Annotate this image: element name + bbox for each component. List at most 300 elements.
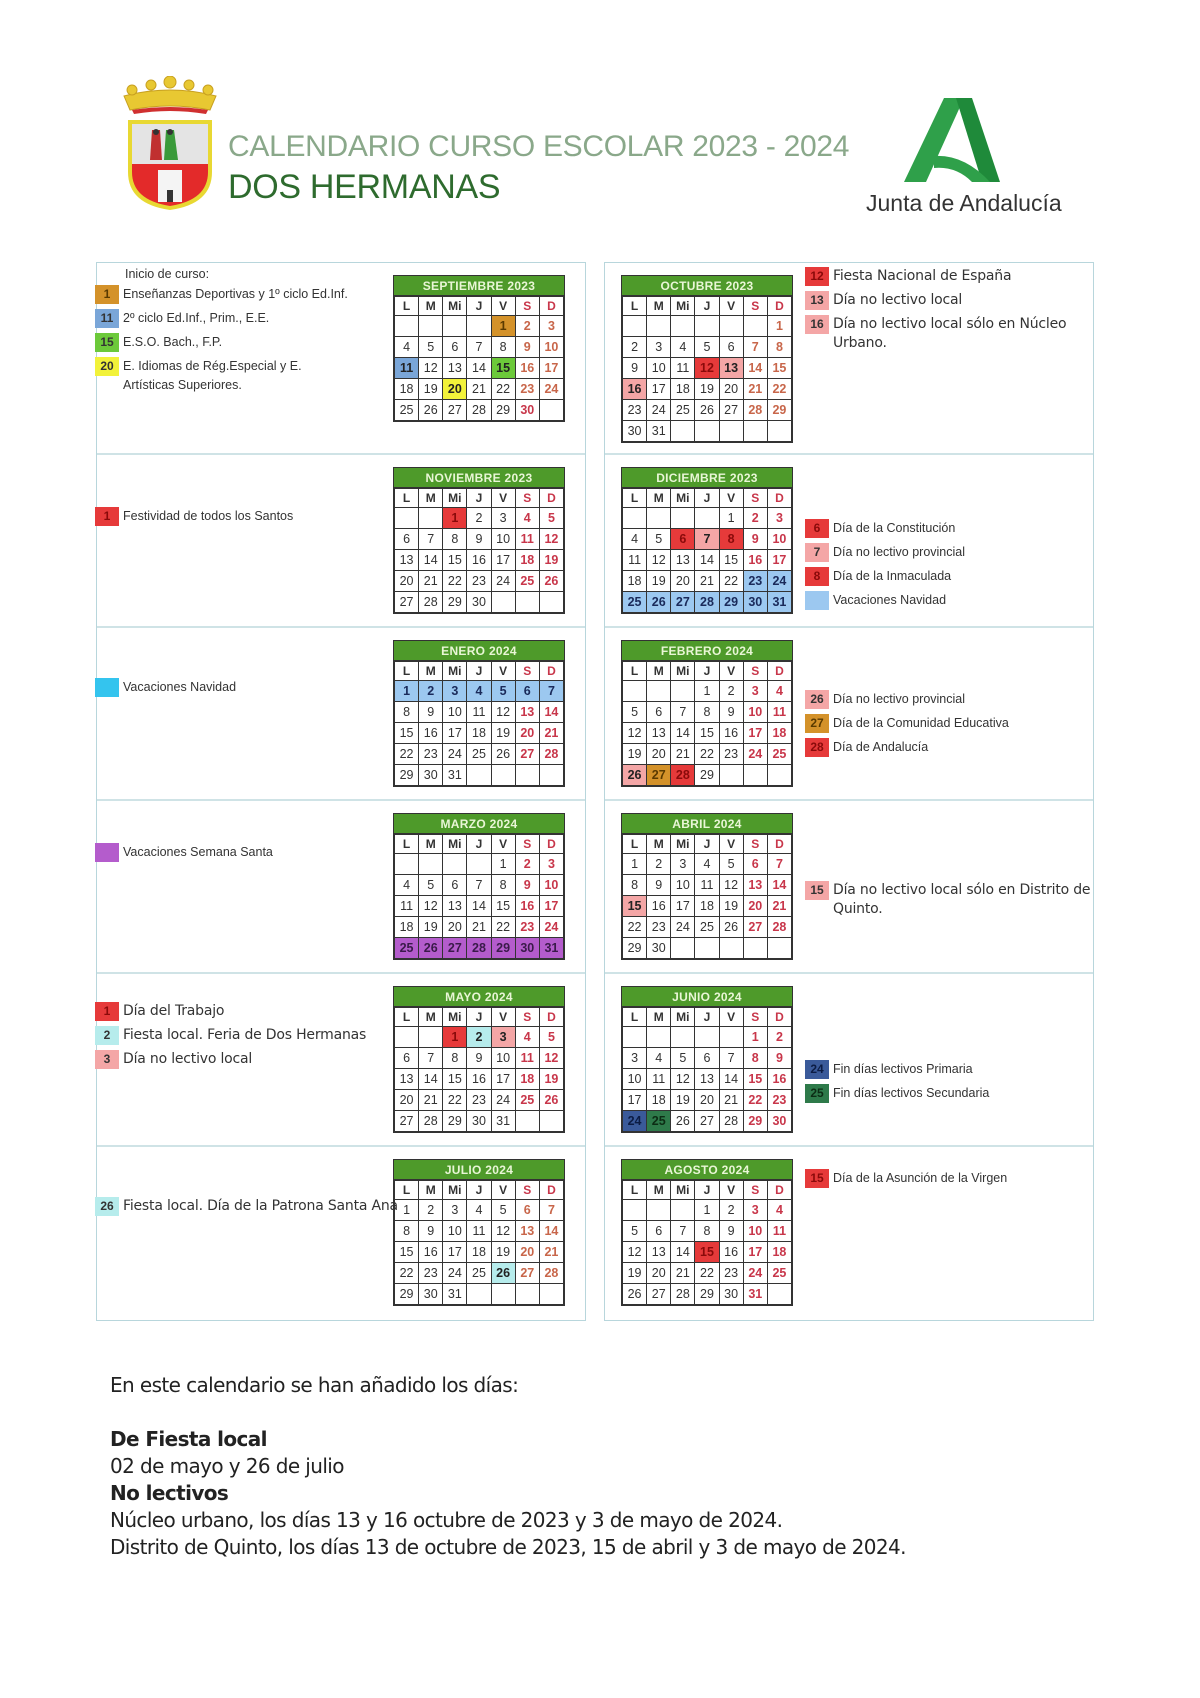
day-cell: 24 <box>647 400 671 421</box>
dos-hermanas-crest-icon <box>118 76 222 212</box>
empty-cell <box>395 316 419 337</box>
day-cell: 14 <box>419 550 443 571</box>
fiesta-local-heading: De Fiesta local <box>110 1427 267 1451</box>
legend-label: Día no lectivo local <box>123 1051 253 1067</box>
weekday-header: S <box>515 297 539 316</box>
day-cell: 9 <box>419 1221 443 1242</box>
legend-item <box>805 1169 1007 1188</box>
day-cell-marked: 15 <box>491 358 515 379</box>
legend-item <box>805 714 1009 733</box>
weekday-header: M <box>647 489 671 508</box>
empty-cell <box>467 316 491 337</box>
day-cell: 18 <box>671 379 695 400</box>
day-cell: 1 <box>491 854 515 875</box>
day-cell: 23 <box>719 1263 743 1284</box>
day-cell: 15 <box>695 723 719 744</box>
day-cell: 13 <box>743 875 767 896</box>
legend-swatch <box>95 843 119 862</box>
empty-cell <box>491 1284 515 1305</box>
weekday-header: J <box>467 662 491 681</box>
day-cell: 5 <box>647 529 671 550</box>
legend-item <box>805 738 1009 757</box>
weekday-header: M <box>419 835 443 854</box>
day-cell: 12 <box>623 1242 647 1263</box>
day-cell: 2 <box>419 1200 443 1221</box>
empty-cell <box>743 316 767 337</box>
weekday-header: L <box>395 662 419 681</box>
day-cell: 20 <box>443 917 467 938</box>
day-cell: 21 <box>467 917 491 938</box>
day-cell: 31 <box>743 1284 767 1305</box>
empty-cell <box>695 508 719 529</box>
day-cell: 4 <box>623 529 647 550</box>
weekday-header: L <box>395 297 419 316</box>
weekday-header: V <box>719 835 743 854</box>
day-cell: 2 <box>515 854 539 875</box>
day-cell: 9 <box>467 529 491 550</box>
weekday-header: M <box>647 1008 671 1027</box>
day-cell: 18 <box>767 1242 791 1263</box>
day-cell: 8 <box>623 875 647 896</box>
day-cell: 28 <box>743 400 767 421</box>
weekday-header: D <box>539 1008 563 1027</box>
legend-item <box>95 1050 366 1069</box>
empty-cell <box>767 765 791 786</box>
day-cell: 5 <box>539 1027 563 1048</box>
weekday-header: V <box>491 662 515 681</box>
day-cell: 20 <box>695 1090 719 1111</box>
legend-label: Fiesta local. Día de la Patrona Santa Ana <box>123 1198 398 1214</box>
weekday-header: D <box>767 1008 791 1027</box>
legend-swatch: 20 <box>95 357 119 376</box>
legend-item <box>95 1197 398 1216</box>
empty-cell <box>647 508 671 529</box>
month-row <box>605 263 1093 455</box>
day-cell: 8 <box>743 1048 767 1069</box>
weekday-header: Mi <box>443 1181 467 1200</box>
day-cell: 8 <box>695 1221 719 1242</box>
legend-label: Fin días lectivos Secundaria <box>833 1086 990 1100</box>
day-cell: 17 <box>743 723 767 744</box>
day-cell: 12 <box>719 875 743 896</box>
weekday-header: J <box>695 489 719 508</box>
day-cell: 15 <box>719 550 743 571</box>
day-cell-marked: 6 <box>515 681 539 702</box>
legend-label: Día de la Constitución <box>833 521 956 535</box>
day-cell: 2 <box>767 1027 791 1048</box>
day-cell: 7 <box>467 337 491 358</box>
day-cell: 2 <box>515 316 539 337</box>
day-cell: 13 <box>443 896 467 917</box>
day-cell: 4 <box>467 1200 491 1221</box>
weekday-header: D <box>767 835 791 854</box>
day-cell: 23 <box>419 744 443 765</box>
empty-cell <box>671 316 695 337</box>
day-cell: 17 <box>491 550 515 571</box>
legend-swatch: 13 <box>805 291 829 310</box>
day-cell: 24 <box>743 1263 767 1284</box>
legend-swatch: 15 <box>95 333 119 352</box>
right-column <box>604 262 1094 1321</box>
day-cell-marked: 31 <box>539 938 563 959</box>
weekday-header: M <box>419 489 443 508</box>
day-cell: 2 <box>719 1200 743 1221</box>
month-calendar <box>393 275 565 422</box>
weekday-header: V <box>719 662 743 681</box>
day-cell: 19 <box>695 379 719 400</box>
day-cell: 17 <box>647 379 671 400</box>
day-cell: 25 <box>515 1090 539 1111</box>
day-cell: 19 <box>491 723 515 744</box>
day-cell: 31 <box>647 421 671 442</box>
day-cell: 19 <box>539 1069 563 1090</box>
day-cell: 3 <box>743 681 767 702</box>
weekday-header: V <box>491 489 515 508</box>
day-cell: 22 <box>443 1090 467 1111</box>
day-cell: 10 <box>743 702 767 723</box>
legend-item <box>95 1002 366 1021</box>
day-cell: 14 <box>695 550 719 571</box>
day-cell: 14 <box>467 358 491 379</box>
weekday-header: Mi <box>671 662 695 681</box>
day-cell: 23 <box>419 1263 443 1284</box>
day-cell: 27 <box>719 400 743 421</box>
day-cell: 14 <box>719 1069 743 1090</box>
legend-label: Día no lectivo provincial <box>833 692 966 706</box>
day-cell: 14 <box>467 896 491 917</box>
day-cell: 5 <box>419 337 443 358</box>
day-cell: 16 <box>719 1242 743 1263</box>
day-cell: 15 <box>743 1069 767 1090</box>
day-cell: 29 <box>695 1284 719 1305</box>
day-cell: 24 <box>539 379 563 400</box>
day-cell: 23 <box>515 917 539 938</box>
day-cell: 8 <box>443 1048 467 1069</box>
day-cell: 3 <box>539 316 563 337</box>
weekday-header: S <box>743 297 767 316</box>
month-legend <box>805 267 1093 358</box>
day-cell-marked: 27 <box>671 592 695 613</box>
empty-cell <box>395 508 419 529</box>
empty-cell <box>539 1111 563 1132</box>
legend-label: Día de la Comunidad Educativa <box>833 716 1009 730</box>
page-subtitle: DOS HERMANAS <box>228 168 501 206</box>
weekday-header: M <box>647 1181 671 1200</box>
day-cell: 9 <box>767 1048 791 1069</box>
month-row <box>605 628 1093 801</box>
day-cell: 14 <box>743 358 767 379</box>
day-cell: 24 <box>743 744 767 765</box>
day-cell: 11 <box>647 1069 671 1090</box>
legend-swatch <box>805 591 829 610</box>
legend-item <box>95 843 273 862</box>
day-cell: 10 <box>623 1069 647 1090</box>
day-cell: 17 <box>671 896 695 917</box>
empty-cell <box>743 938 767 959</box>
weekday-header: J <box>695 662 719 681</box>
day-cell: 26 <box>539 571 563 592</box>
day-cell-marked: 3 <box>491 1027 515 1048</box>
day-cell: 1 <box>695 681 719 702</box>
day-cell: 30 <box>467 1111 491 1132</box>
day-cell: 21 <box>419 1090 443 1111</box>
day-cell: 3 <box>443 1200 467 1221</box>
legend-label: E.S.O. Bach., F.P. <box>123 335 223 349</box>
weekday-header: J <box>467 1181 491 1200</box>
weekday-header: V <box>719 1181 743 1200</box>
day-cell: 29 <box>743 1111 767 1132</box>
month-title: ENERO 2024 <box>394 641 564 661</box>
day-cell-marked: 12 <box>695 358 719 379</box>
day-cell: 24 <box>491 571 515 592</box>
page-title: CALENDARIO CURSO ESCOLAR 2023 - 2024 <box>228 130 850 163</box>
day-cell-marked: 25 <box>647 1111 671 1132</box>
day-cell-marked: 26 <box>491 1263 515 1284</box>
day-cell: 8 <box>491 875 515 896</box>
day-cell: 17 <box>491 1069 515 1090</box>
day-cell: 13 <box>647 723 671 744</box>
day-cell-marked: 6 <box>671 529 695 550</box>
empty-cell <box>767 938 791 959</box>
day-cell: 3 <box>743 1200 767 1221</box>
weekday-header: D <box>539 297 563 316</box>
legend-item <box>805 315 1093 353</box>
day-cell: 14 <box>539 702 563 723</box>
day-cell: 25 <box>767 744 791 765</box>
day-cell: 15 <box>491 896 515 917</box>
day-cell-marked: 15 <box>695 1242 719 1263</box>
day-cell-marked: 27 <box>647 765 671 786</box>
legend-swatch: 2 <box>95 1026 119 1045</box>
day-cell: 28 <box>467 400 491 421</box>
empty-cell <box>623 1200 647 1221</box>
day-cell: 21 <box>743 379 767 400</box>
day-cell: 9 <box>515 875 539 896</box>
month-calendar <box>393 640 565 787</box>
day-cell: 8 <box>491 337 515 358</box>
legend-swatch: 16 <box>805 315 829 334</box>
weekday-header: J <box>695 297 719 316</box>
day-cell: 30 <box>647 938 671 959</box>
day-cell: 5 <box>623 702 647 723</box>
day-cell: 3 <box>623 1048 647 1069</box>
legend-label: Vacaciones Navidad <box>123 680 237 694</box>
month-legend <box>95 507 293 531</box>
weekday-header: L <box>623 835 647 854</box>
day-cell: 4 <box>515 1027 539 1048</box>
day-cell: 13 <box>695 1069 719 1090</box>
day-cell: 29 <box>623 938 647 959</box>
legend-label: Día del Trabajo <box>123 1003 225 1019</box>
legend-label: Vacaciones Semana Santa <box>123 845 273 859</box>
day-cell: 10 <box>743 1221 767 1242</box>
day-cell: 28 <box>539 1263 563 1284</box>
day-cell: 29 <box>443 592 467 613</box>
day-cell: 13 <box>443 358 467 379</box>
day-cell: 10 <box>443 702 467 723</box>
day-cell-marked: 23 <box>743 571 767 592</box>
day-cell: 22 <box>491 917 515 938</box>
legend-swatch <box>95 678 119 697</box>
day-cell: 1 <box>743 1027 767 1048</box>
legend-item <box>95 333 348 352</box>
day-cell: 17 <box>539 896 563 917</box>
day-cell: 27 <box>647 1284 671 1305</box>
weekday-header: Mi <box>443 297 467 316</box>
weekday-header: Mi <box>443 1008 467 1027</box>
day-cell: 4 <box>767 1200 791 1221</box>
empty-cell <box>719 938 743 959</box>
day-cell: 24 <box>491 1090 515 1111</box>
day-cell: 17 <box>539 358 563 379</box>
legend-label: Festividad de todos los Santos <box>123 509 294 523</box>
day-cell-marked: 13 <box>719 358 743 379</box>
day-cell-marked: 1 <box>443 1027 467 1048</box>
empty-cell <box>515 1284 539 1305</box>
day-cell: 12 <box>671 1069 695 1090</box>
day-cell: 6 <box>743 854 767 875</box>
weekday-header: S <box>743 1181 767 1200</box>
legend-label: Día de la Inmaculada <box>833 569 952 583</box>
day-cell-marked: 29 <box>491 938 515 959</box>
weekday-header: D <box>767 489 791 508</box>
notes-intro: En este calendario se han añadido los días: <box>110 1373 519 1397</box>
day-cell: 14 <box>671 1242 695 1263</box>
legend-item <box>805 881 1093 919</box>
weekday-header: V <box>491 297 515 316</box>
day-cell: 11 <box>671 358 695 379</box>
day-cell: 14 <box>539 1221 563 1242</box>
legend-item <box>95 678 236 697</box>
day-cell: 25 <box>395 400 419 421</box>
empty-cell <box>491 765 515 786</box>
day-cell: 14 <box>419 1069 443 1090</box>
day-cell: 30 <box>719 1284 743 1305</box>
day-cell-marked: 8 <box>719 529 743 550</box>
day-cell: 13 <box>515 1221 539 1242</box>
weekday-header: Mi <box>443 835 467 854</box>
day-cell: 17 <box>743 1242 767 1263</box>
day-cell: 28 <box>539 744 563 765</box>
day-cell: 23 <box>767 1090 791 1111</box>
day-cell: 18 <box>395 379 419 400</box>
day-cell: 24 <box>671 917 695 938</box>
day-cell-marked: 2 <box>419 681 443 702</box>
empty-cell <box>695 1027 719 1048</box>
day-cell: 7 <box>671 702 695 723</box>
day-cell: 19 <box>647 571 671 592</box>
day-cell: 19 <box>419 379 443 400</box>
empty-cell <box>515 592 539 613</box>
month-row <box>97 974 585 1147</box>
weekday-header: L <box>623 489 647 508</box>
day-cell: 22 <box>395 744 419 765</box>
legend-item <box>805 1084 989 1103</box>
empty-cell <box>623 1027 647 1048</box>
junta-andalucia-label: Junta de Andalucía <box>866 190 1062 216</box>
legend-swatch: 7 <box>805 543 829 562</box>
legend-swatch: 27 <box>805 714 829 733</box>
empty-cell <box>719 421 743 442</box>
day-cell: 9 <box>647 875 671 896</box>
day-cell: 11 <box>695 875 719 896</box>
day-cell-marked: 26 <box>623 765 647 786</box>
legend-item <box>95 285 348 304</box>
day-cell: 19 <box>539 550 563 571</box>
month-title: JUNIO 2024 <box>622 987 792 1007</box>
empty-cell <box>419 508 443 529</box>
month-calendar <box>393 813 565 960</box>
day-cell: 7 <box>743 337 767 358</box>
day-cell: 11 <box>623 550 647 571</box>
day-cell: 12 <box>491 1221 515 1242</box>
month-title: NOVIEMBRE 2023 <box>394 468 564 488</box>
weekday-header: Mi <box>671 835 695 854</box>
weekday-header: M <box>419 1181 443 1200</box>
day-cell: 9 <box>515 337 539 358</box>
month-legend <box>805 881 1093 924</box>
day-cell: 5 <box>695 337 719 358</box>
empty-cell <box>767 421 791 442</box>
weekday-header: D <box>539 835 563 854</box>
month-legend <box>805 1169 1007 1193</box>
day-cell: 5 <box>719 854 743 875</box>
month-title: JULIO 2024 <box>394 1160 564 1180</box>
day-cell: 17 <box>443 723 467 744</box>
weekday-header: D <box>767 662 791 681</box>
day-cell-marked: 29 <box>719 592 743 613</box>
day-cell: 7 <box>419 1048 443 1069</box>
day-cell: 20 <box>647 744 671 765</box>
month-calendar <box>621 1159 793 1306</box>
day-cell: 3 <box>539 854 563 875</box>
weekday-header: Mi <box>671 297 695 316</box>
day-cell: 24 <box>539 917 563 938</box>
day-cell: 11 <box>767 702 791 723</box>
day-cell: 16 <box>743 550 767 571</box>
legend-item <box>95 309 348 328</box>
day-cell: 19 <box>719 896 743 917</box>
day-cell-marked: 26 <box>419 938 443 959</box>
legend-item <box>95 357 348 395</box>
day-cell: 30 <box>767 1111 791 1132</box>
legend-swatch: 28 <box>805 738 829 757</box>
month-calendar <box>621 467 793 614</box>
day-cell: 25 <box>767 1263 791 1284</box>
day-cell: 29 <box>767 400 791 421</box>
day-cell-marked: 20 <box>443 379 467 400</box>
day-cell: 29 <box>695 765 719 786</box>
month-calendar <box>621 986 793 1133</box>
day-cell: 12 <box>539 1048 563 1069</box>
day-cell-marked: 4 <box>467 681 491 702</box>
day-cell: 22 <box>443 571 467 592</box>
month-title: DICIEMBRE 2023 <box>622 468 792 488</box>
day-cell: 9 <box>719 702 743 723</box>
month-row <box>605 974 1093 1147</box>
day-cell: 18 <box>695 896 719 917</box>
empty-cell <box>419 1027 443 1048</box>
day-cell: 10 <box>491 529 515 550</box>
empty-cell <box>395 1027 419 1048</box>
day-cell: 26 <box>539 1090 563 1111</box>
weekday-header: S <box>743 662 767 681</box>
legend-label: Día de Andalucía <box>833 740 929 754</box>
day-cell-marked: 30 <box>515 938 539 959</box>
left-column <box>96 262 586 1321</box>
day-cell: 21 <box>671 1263 695 1284</box>
legend-item <box>805 567 965 586</box>
